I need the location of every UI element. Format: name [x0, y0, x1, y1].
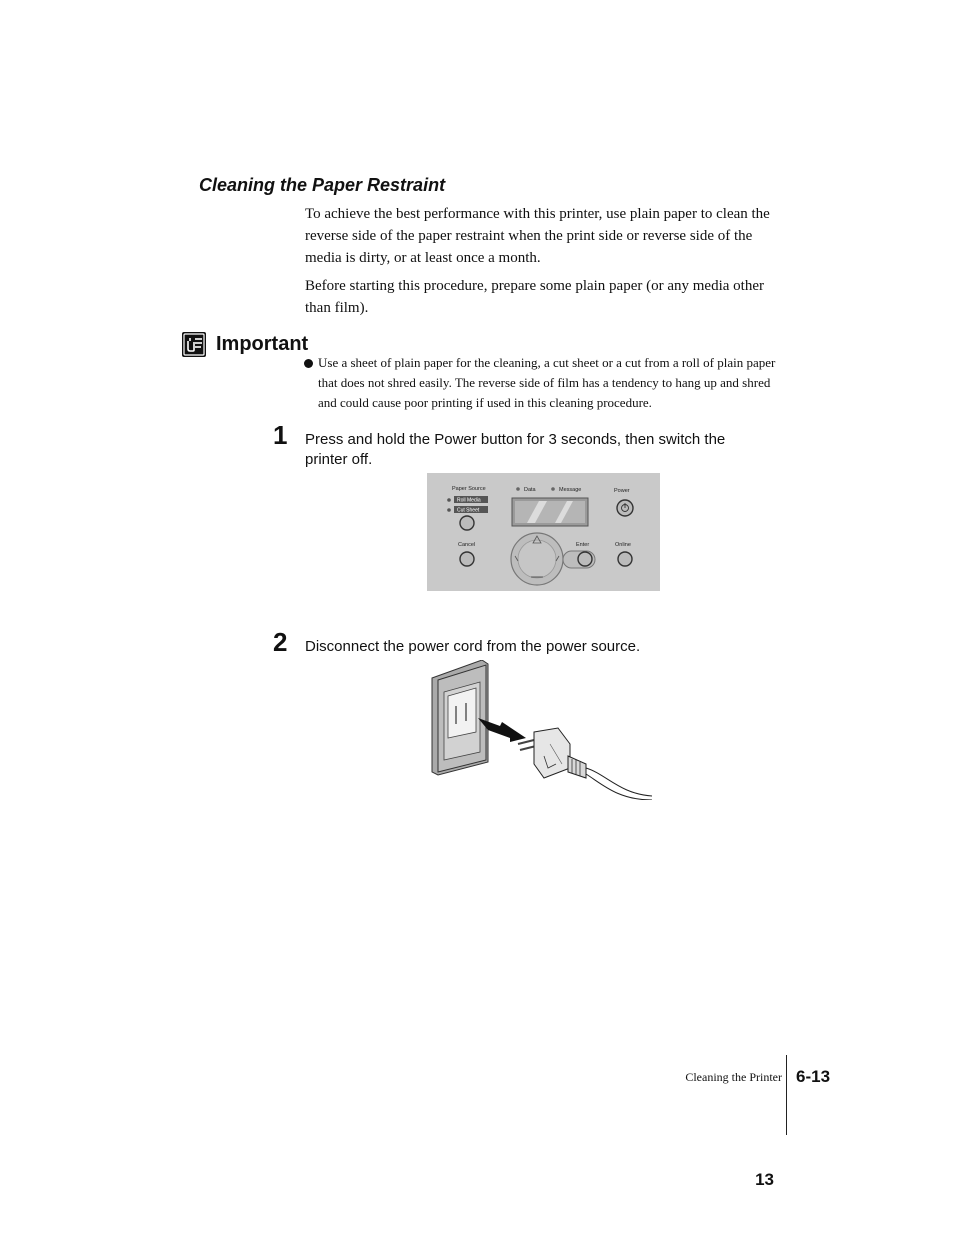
power-cord-unplug-illustration: [430, 660, 656, 800]
important-bullet: [304, 353, 784, 413]
label-cancel: Cancel: [458, 542, 476, 548]
footer-divider: [786, 1055, 787, 1135]
label-message: Message: [559, 487, 582, 493]
step-2-text: Disconnect the power cord from the power source.: [305, 638, 641, 655]
label-online: Online: [615, 542, 631, 548]
page-number: 13: [755, 1170, 774, 1189]
step-1-number: 1: [273, 420, 288, 450]
section-title: Cleaning the Paper Restraint: [199, 175, 446, 195]
important-bullet-text: Use a sheet of plain paper for the cleaning, a cut sheet or a cut from a roll of plain paper that does not shred easily. The reverse side of film has a tendency to hang up and shred and could cause poor printing if used in this cleaning procedure.: [318, 355, 776, 410]
enter-button: [578, 552, 592, 566]
label-cut-sheet: Cut Sheet: [457, 507, 480, 514]
label-data: Data: [524, 487, 536, 493]
footer-page-label: 6-13: [796, 1067, 831, 1086]
intro-paragraph-1: To achieve the best performance with this printer, use plain paper to clean the reverse side of the paper restraint when the print side or reverse side of the media is dirty, or at least once a month.: [305, 206, 770, 266]
important-hand-icon: [182, 332, 206, 357]
online-button: [618, 552, 632, 566]
cancel-button: [460, 552, 474, 566]
important-label: Important: [216, 333, 309, 355]
control-panel-illustration: [427, 473, 660, 591]
label-roll-media: Roll Media: [457, 497, 481, 504]
label-enter: Enter: [576, 542, 590, 548]
intro-paragraph-2: Before starting this procedure, prepare some plain paper (or any media other than film).: [305, 278, 764, 316]
step-1-text: Press and hold the Power button for 3 seconds, then switch the printer off.: [305, 431, 726, 468]
roll-media-lamp: [447, 498, 451, 502]
footer-section-title: Cleaning the Printer: [685, 1070, 782, 1084]
step-2-number: 2: [273, 627, 288, 657]
label-power: Power: [614, 488, 630, 494]
bullet-dot-icon: [304, 359, 313, 368]
label-paper-source: Paper Source: [452, 486, 486, 492]
cut-sheet-lamp: [447, 508, 451, 512]
paper-source-button: [460, 516, 474, 530]
